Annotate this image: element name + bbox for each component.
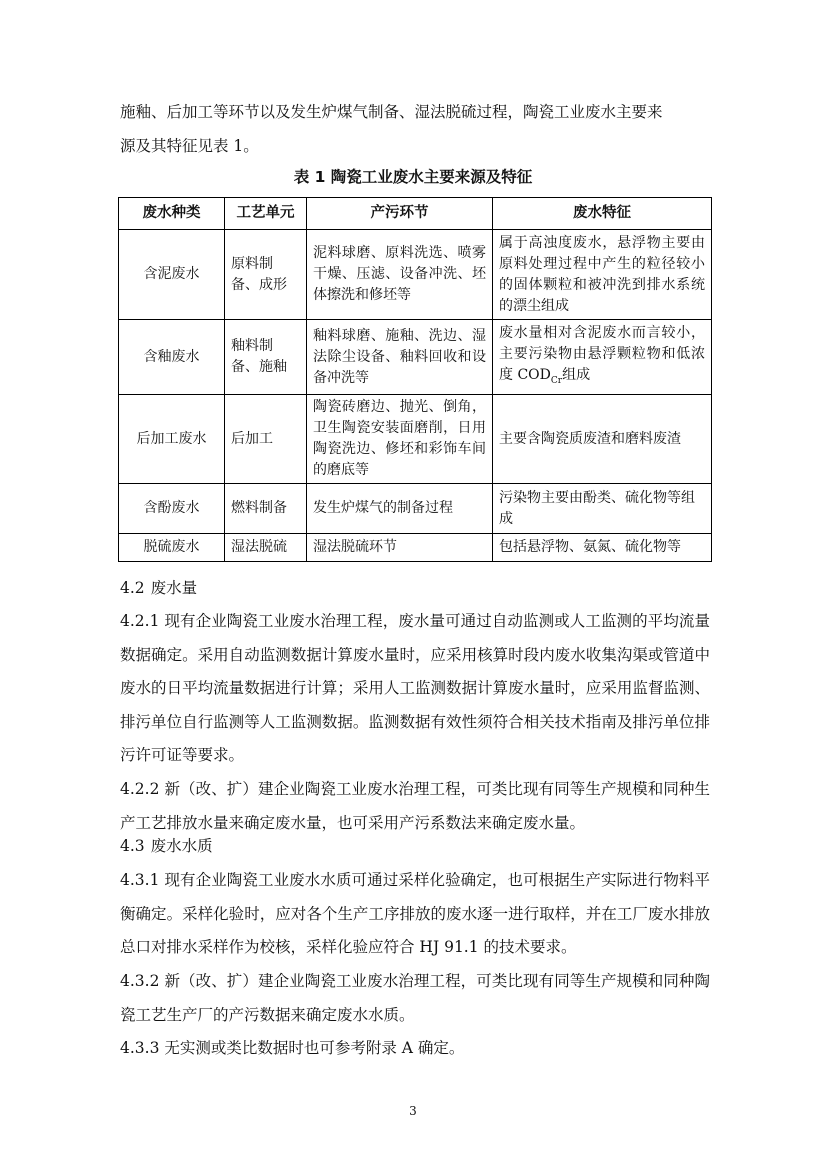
table-caption: 表 1 陶瓷工业废水主要来源及特征 bbox=[293, 168, 533, 186]
table-row bbox=[119, 395, 712, 484]
cell-stage: 湿法脱硫环节 bbox=[307, 534, 493, 562]
cell-type: 脱硫废水 bbox=[119, 534, 225, 562]
cell-feature bbox=[493, 320, 712, 395]
table-row bbox=[119, 320, 712, 395]
intro-line-2: 源及其特征见表 1。 bbox=[120, 136, 259, 155]
cell-type: 含泥废水 bbox=[119, 230, 225, 320]
header-wastewater-feature: 废水特征 bbox=[493, 198, 712, 230]
cell-feature: 属于高浊度废水，悬浮物主要由原料处理过程中产生的粒径较小的固体颗粒和被冲洗到排水系统的漂尘组成 bbox=[493, 230, 712, 320]
paragraph-4-2-1: 4.2.1 现有企业陶瓷工业废水治理工程，废水量可通过自动监测或人工监测的平均流量数据确定。采用自动监测数据计算废水量时，应采用核算时段内废水收集沟渠或管道中废水的日平均流量数据进行计算；采用人工监测数据计算废水量时，应采用监督监测、排污单位自行监测等人工监测数据。监测数据有效性须符合相关技术指南及排污单位排污许可证等要求。 bbox=[120, 612, 710, 765]
section-number: 4.2 bbox=[120, 579, 145, 597]
table-row bbox=[119, 484, 712, 534]
cell-stage: 陶瓷砖磨边、抛光、倒角，卫生陶瓷安装面磨削，日用陶瓷洗边、修坯和彩饰车间的磨底等 bbox=[307, 395, 493, 484]
cell-stage: 发生炉煤气的制备过程 bbox=[307, 484, 493, 534]
section-heading-4-2 bbox=[120, 578, 197, 598]
table-row bbox=[119, 534, 712, 562]
cell-type: 含酚废水 bbox=[119, 484, 225, 534]
cod-subscript: Cr bbox=[550, 375, 563, 386]
cell-type: 后加工废水 bbox=[119, 395, 225, 484]
page-number: 3 bbox=[409, 1104, 417, 1118]
paragraph-4-3-1: 4.3.1 现有企业陶瓷工业废水水质可通过采样化验确定，也可根据生产实际进行物料平衡确定。采样化验时，应对各个生产工序排放的废水逐一进行取样，并在工厂废水排放总口对排水采样作为校核，采样化验应符合 HJ 91.1 的技术要求。 bbox=[120, 871, 710, 957]
cell-unit: 后加工 bbox=[225, 395, 307, 484]
section-heading-4-3 bbox=[120, 836, 213, 856]
paragraph-4-2-2: 4.2.2 新（改、扩）建企业陶瓷工业废水治理工程，可类比现有同等生产规模和同种生产工艺排放水量来确定废水量，也可采用产污系数法来确定废水量。 bbox=[120, 780, 710, 832]
cell-type: 含釉废水 bbox=[119, 320, 225, 395]
cell-stage: 釉料球磨、施釉、洗边、湿法除尘设备、釉料回收和设备冲洗等 bbox=[307, 320, 493, 395]
table-header-row bbox=[119, 198, 712, 230]
cell-feature: 主要含陶瓷质废渣和磨料废渣 bbox=[493, 395, 712, 484]
section-number: 4.3 bbox=[120, 837, 145, 855]
paragraph-4-3-3: 4.3.3 无实测或类比数据时也可参考附录 A 确定。 bbox=[120, 1039, 465, 1057]
header-wastewater-type: 废水种类 bbox=[119, 198, 225, 230]
cell-feature-text: 废水量相对含泥废水而言较小，主要污染物由悬浮颗粒物和低浓度 COD bbox=[499, 324, 705, 383]
cell-unit: 湿法脱硫 bbox=[225, 534, 307, 562]
intro-paragraph bbox=[120, 96, 710, 163]
header-process-unit: 工艺单元 bbox=[225, 198, 307, 230]
table-row bbox=[119, 230, 712, 320]
cell-feature-tail: 组成 bbox=[562, 366, 591, 383]
cell-stage: 泥料球磨、原料洗选、喷雾干燥、压滤、设备冲洗、坯体擦洗和修坯等 bbox=[307, 230, 493, 320]
section-title: 废水量 bbox=[150, 579, 198, 597]
paragraph-4-3-2: 4.3.2 新（改、扩）建企业陶瓷工业废水治理工程，可类比现有同等生产规模和同种陶瓷工艺生产厂的产污数据来确定废水水质。 bbox=[120, 972, 710, 1024]
cell-feature: 包括悬浮物、氨氮、硫化物等 bbox=[493, 534, 712, 562]
intro-line-1: 施釉、后加工等环节以及发生炉煤气制备、湿法脱硫过程，陶瓷工业废水主要来 bbox=[120, 103, 663, 121]
cell-unit: 燃料制备 bbox=[225, 484, 307, 534]
section-title: 废水水质 bbox=[150, 837, 213, 855]
header-pollution-stage: 产污环节 bbox=[307, 198, 493, 230]
cell-feature: 污染物主要由酚类、硫化物等组成 bbox=[493, 484, 712, 534]
cell-unit: 原料制备、成形 bbox=[225, 230, 307, 320]
cell-unit: 釉料制备、施釉 bbox=[225, 320, 307, 395]
wastewater-sources-table bbox=[118, 197, 712, 562]
